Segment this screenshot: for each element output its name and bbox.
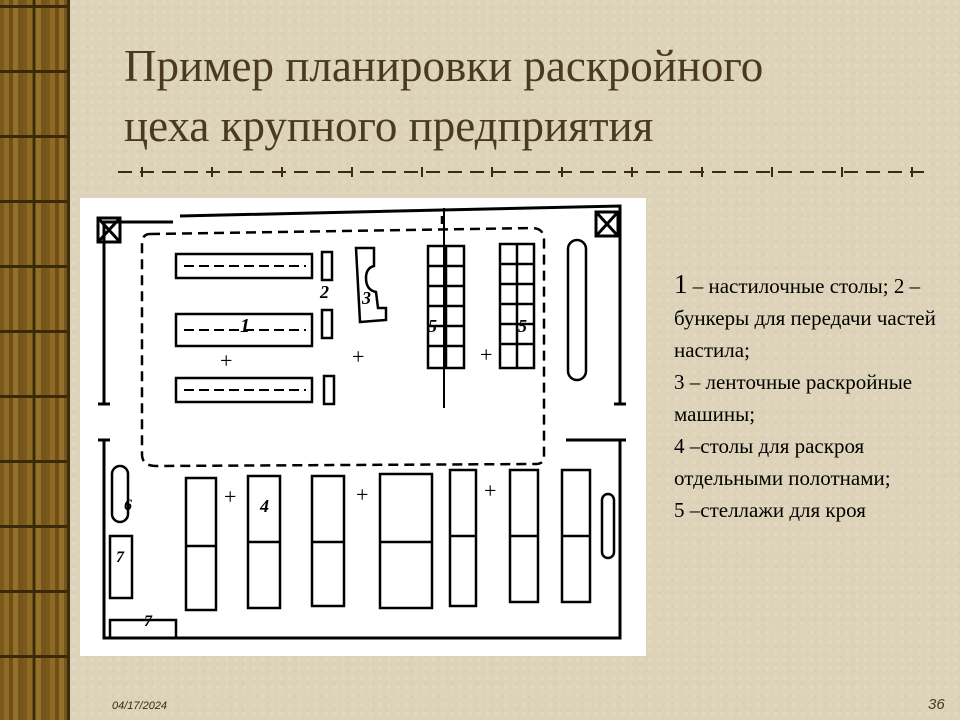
label-7-vertical: 7 bbox=[116, 549, 124, 566]
legend-item-3: 3 – ленточные раскройные машины; bbox=[674, 370, 913, 426]
legend-item-4: 4 –столы для раскроя отдельными полотнами; bbox=[674, 434, 891, 490]
title-line-2: цеха крупного предприятия bbox=[124, 101, 654, 151]
label-4: 4 bbox=[260, 496, 269, 516]
label-1: 1 bbox=[240, 315, 250, 337]
title-line-1: Пример планировки раскройного bbox=[124, 41, 764, 91]
legend-text bbox=[674, 268, 944, 526]
title-divider bbox=[118, 166, 930, 178]
page-number: 36 bbox=[928, 696, 945, 713]
label-3: 3 bbox=[362, 288, 371, 308]
legend-item-1: – настилочные столы; 2 – бункеры для передачи частей настила; bbox=[674, 274, 936, 362]
plus-mark: + bbox=[484, 478, 497, 503]
label-6: 6 bbox=[124, 497, 132, 514]
plus-mark: + bbox=[356, 482, 369, 507]
plus-mark: + bbox=[220, 348, 233, 373]
plus-mark: + bbox=[352, 344, 365, 369]
label-5-left: 5 bbox=[428, 316, 437, 336]
slide-title bbox=[124, 36, 924, 156]
label-5-right: 5 bbox=[518, 316, 527, 336]
label-2: 2 bbox=[320, 282, 329, 302]
wood-side-panel bbox=[0, 0, 70, 720]
plus-mark: + bbox=[224, 484, 237, 509]
plus-mark: + bbox=[480, 342, 493, 367]
label-7-horizontal: 7 bbox=[144, 613, 152, 630]
footer-date: 04/17/2024 bbox=[112, 700, 168, 712]
workshop-floor-plan bbox=[80, 198, 646, 656]
legend-item-5: 5 –стеллажи для кроя bbox=[674, 498, 866, 522]
legend-item-1-number: 1 bbox=[674, 269, 688, 299]
